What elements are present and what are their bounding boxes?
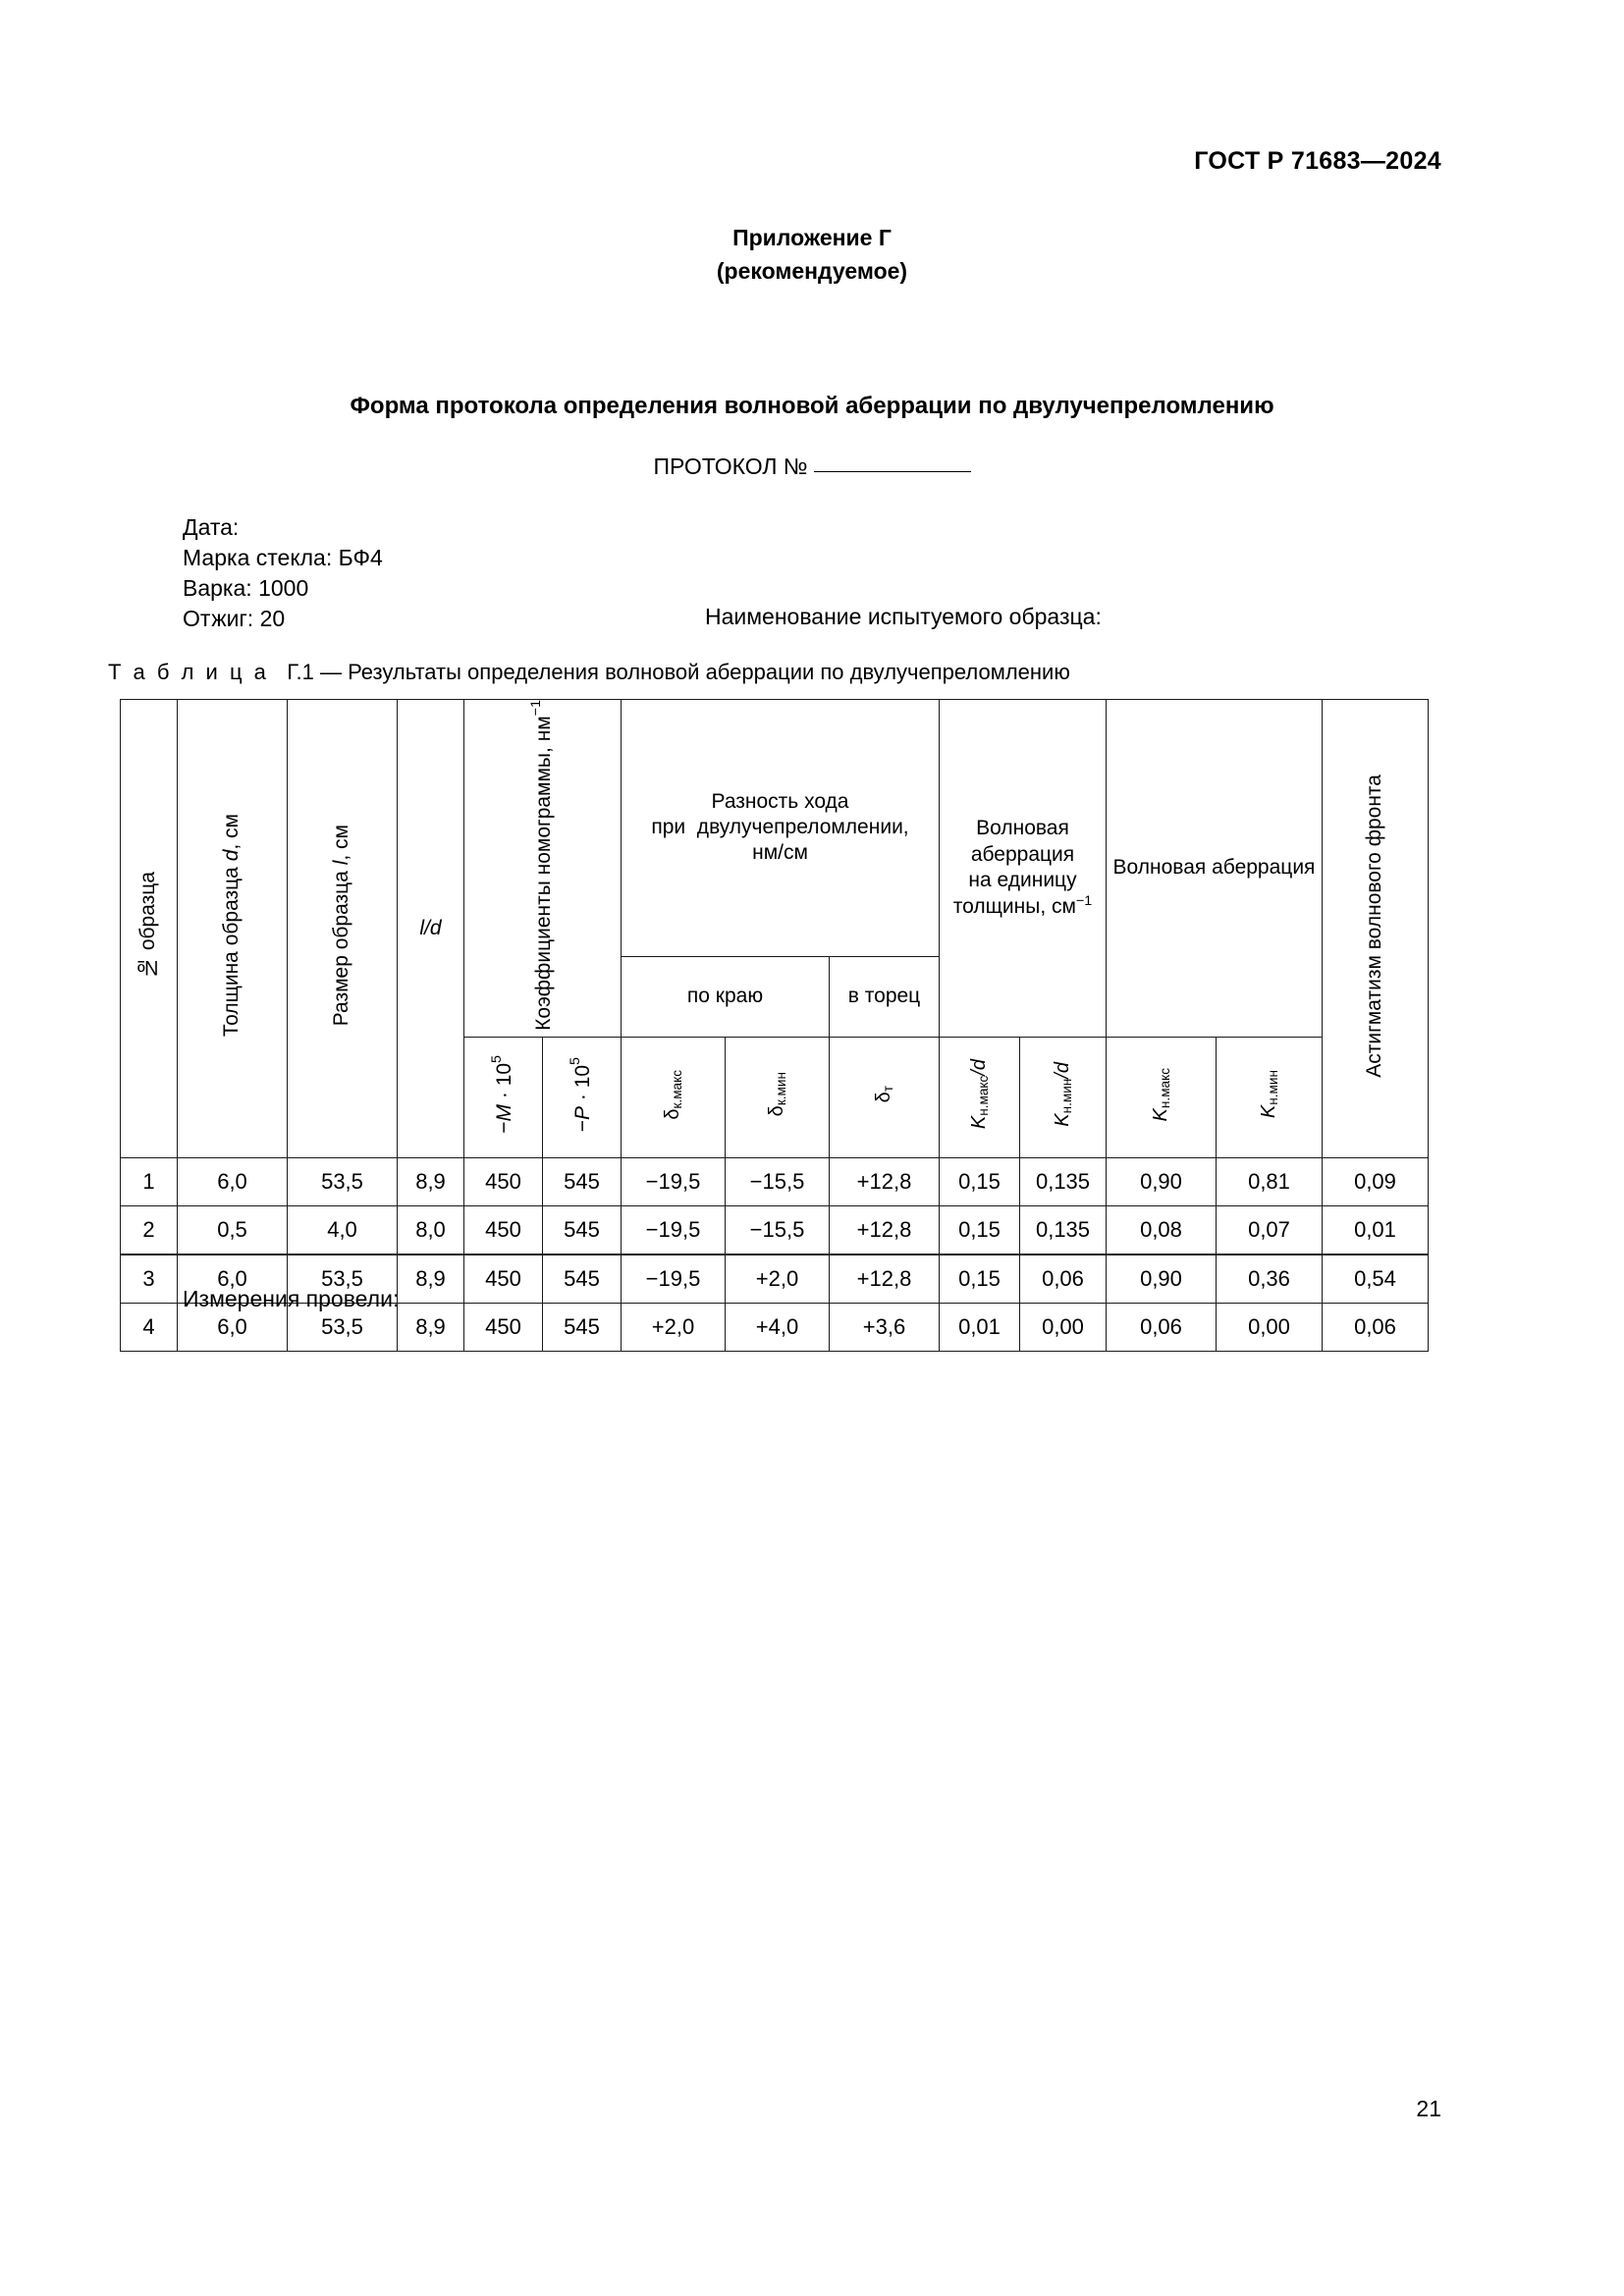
th-K-n-min-d-label: $K_{н.мин}/d$	[1051, 1061, 1074, 1127]
cell-delta-K: 0,54	[1323, 1255, 1429, 1304]
cell-l-over-d: 8,0	[398, 1205, 464, 1255]
th-minus-P-label: $-P \cdot 10^5$	[567, 1056, 594, 1132]
cell-minus-P: 545	[543, 1255, 622, 1304]
cell-delta-k-min: −15,5	[726, 1205, 830, 1255]
th-size-label: Размер образца l, см	[330, 825, 353, 1027]
cell-minus-M: 450	[464, 1205, 543, 1255]
form-meta-block	[183, 512, 383, 634]
cell-size: 53,5	[288, 1157, 398, 1205]
th-astigmatism	[1323, 700, 1429, 1158]
th-size	[288, 700, 398, 1158]
th-K-n-max-label: $K_{н.макс}$	[1149, 1067, 1172, 1122]
table-caption	[108, 660, 1070, 685]
th-minus-P	[543, 1037, 622, 1157]
th-thickness-label: Толщина образца d, см	[220, 814, 244, 1038]
cell-l-over-d: 8,9	[398, 1303, 464, 1351]
cell-minus-P: 545	[543, 1157, 622, 1205]
cell-delta-k-max: −19,5	[622, 1157, 726, 1205]
cell-K-n-max-d: 0,15	[940, 1255, 1020, 1304]
cell-delta-k-max: +2,0	[622, 1303, 726, 1351]
cell-delta-t: +3,6	[830, 1303, 940, 1351]
cell-thickness: 6,0	[178, 1303, 288, 1351]
protocol-number-line	[0, 454, 1624, 480]
meta-melt: Варка: 1000	[183, 575, 309, 601]
cell-thickness: 6,0	[178, 1157, 288, 1205]
cell-K-n-min: 0,81	[1217, 1157, 1323, 1205]
th-l-over-d	[398, 700, 464, 1158]
cell-K-n-min-d: 0,06	[1020, 1255, 1107, 1304]
cell-K-n-min-d: 0,135	[1020, 1205, 1107, 1255]
cell-K-n-min: 0,36	[1217, 1255, 1323, 1304]
th-delta-k-min-label: $\delta_{к.мин}$	[765, 1072, 788, 1117]
cell-K-n-min: 0,07	[1217, 1205, 1323, 1255]
cell-sample-no: 3	[121, 1255, 178, 1304]
th-wave-aberration-unit-label: Волновая аберрация на единицу толщины, $см^{-1}$	[952, 817, 1093, 919]
cell-size: 4,0	[288, 1205, 398, 1255]
cell-size: 53,5	[288, 1303, 398, 1351]
cell-delta-K: 0,06	[1323, 1303, 1429, 1351]
th-delta-k-min	[726, 1037, 830, 1157]
meta-annealing: Отжиг: 20	[183, 606, 286, 631]
th-minus-M	[464, 1037, 543, 1157]
sample-name-label: Наименование испытуемого образца:	[705, 604, 1102, 629]
th-thickness	[178, 700, 288, 1158]
th-path-difference	[622, 700, 940, 957]
protocol-label: ПРОТОКОЛ №	[653, 454, 808, 479]
th-wave-aberration-label: Волновая аберрация	[1112, 856, 1316, 880]
th-minus-M-label: $-M \cdot 10^5$	[488, 1054, 515, 1134]
cell-minus-P: 545	[543, 1303, 622, 1351]
cell-sample-no: 1	[121, 1157, 178, 1205]
cell-delta-k-max: −19,5	[622, 1255, 726, 1304]
annex-title: Приложение Г	[732, 225, 892, 250]
cell-minus-M: 450	[464, 1303, 543, 1351]
th-delta-k-max-label: $\delta_{к.макс}$	[661, 1069, 684, 1120]
cell-size: 53,5	[288, 1255, 398, 1304]
table-caption-prefix: Т а б л и ц а	[108, 660, 269, 684]
th-by-edge	[622, 956, 830, 1037]
table-caption-number: Г.1	[287, 660, 314, 684]
th-nomogram-coeffs	[464, 700, 622, 1038]
cell-K-n-max-d: 0,15	[940, 1157, 1020, 1205]
cell-K-n-max-d: 0,15	[940, 1205, 1020, 1255]
th-by-butt	[830, 956, 940, 1037]
th-K-n-min-d	[1020, 1037, 1107, 1157]
cell-K-n-max-d: 0,01	[940, 1303, 1020, 1351]
cell-thickness: 6,0	[178, 1255, 288, 1304]
page-header-standard: ГОСТ Р 71683—2024	[1194, 147, 1441, 175]
measurements-label: Измерения провели:	[183, 1286, 400, 1311]
results-table	[120, 699, 1429, 1352]
cell-minus-M: 450	[464, 1157, 543, 1205]
annex-heading	[0, 221, 1624, 288]
cell-K-n-max: 0,90	[1107, 1255, 1217, 1304]
th-delta-t-label: $\delta_т$	[872, 1086, 895, 1103]
cell-sample-no: 2	[121, 1205, 178, 1255]
th-l-over-d-label: l/d	[419, 916, 442, 939]
cell-delta-k-min: +4,0	[726, 1303, 830, 1351]
cell-thickness: 0,5	[178, 1205, 288, 1255]
th-nomogram-coeffs-label: Коэффициенты номограммы, $нм^{-1}$	[527, 700, 555, 1031]
th-wave-aberration-unit	[940, 700, 1107, 1038]
table-row	[121, 1157, 1429, 1205]
cell-delta-K: 0,09	[1323, 1157, 1429, 1205]
cell-K-n-max: 0,08	[1107, 1205, 1217, 1255]
cell-delta-k-min: +2,0	[726, 1255, 830, 1304]
th-K-n-min	[1217, 1037, 1323, 1157]
table-caption-text: — Результаты определения волновой аберрации по двулучепреломлению	[319, 660, 1070, 684]
cell-delta-t: +12,8	[830, 1255, 940, 1304]
th-K-n-min-label: $K_{н.мин}$	[1257, 1070, 1280, 1119]
cell-delta-k-max: −19,5	[622, 1205, 726, 1255]
meta-date: Дата:	[183, 514, 240, 540]
th-astigmatism-label: Астигматизм волнового фронта	[1363, 774, 1386, 1078]
th-path-difference-label: Разность хода при двулучепреломлении, нм/см	[651, 789, 909, 865]
protocol-number-blank	[814, 471, 971, 472]
form-title: Форма протокола определения волновой аберрации по двулучепреломлению	[350, 393, 1274, 419]
cell-l-over-d: 8,9	[398, 1157, 464, 1205]
th-K-n-max-d	[940, 1037, 1020, 1157]
th-K-n-max-d-label: $K_{н.макс}/d$	[967, 1059, 991, 1130]
th-K-n-max	[1107, 1037, 1217, 1157]
cell-minus-P: 545	[543, 1205, 622, 1255]
cell-minus-M: 450	[464, 1255, 543, 1304]
th-sample-no	[121, 700, 178, 1158]
cell-K-n-min-d: 0,00	[1020, 1303, 1107, 1351]
th-sample-no-label: № образца	[136, 872, 160, 980]
cell-delta-t: +12,8	[830, 1205, 940, 1255]
th-by-edge-label: по краю	[686, 985, 764, 1008]
cell-l-over-d: 8,9	[398, 1255, 464, 1304]
cell-K-n-max: 0,90	[1107, 1157, 1217, 1205]
cell-delta-K: 0,01	[1323, 1205, 1429, 1255]
cell-delta-t: +12,8	[830, 1157, 940, 1205]
page-number: 21	[1416, 2096, 1441, 2121]
cell-K-n-min: 0,00	[1217, 1303, 1323, 1351]
th-wave-aberration	[1107, 700, 1323, 1038]
th-by-butt-label: в торец	[847, 985, 921, 1008]
cell-K-n-max: 0,06	[1107, 1303, 1217, 1351]
th-delta-k-max	[622, 1037, 726, 1157]
th-delta-t	[830, 1037, 940, 1157]
table-row	[121, 1205, 1429, 1255]
cell-sample-no: 4	[121, 1303, 178, 1351]
cell-delta-k-min: −15,5	[726, 1157, 830, 1205]
cell-K-n-min-d: 0,135	[1020, 1157, 1107, 1205]
annex-subtitle: (рекомендуемое)	[716, 258, 908, 284]
meta-glass-grade: Марка стекла: БФ4	[183, 545, 383, 570]
